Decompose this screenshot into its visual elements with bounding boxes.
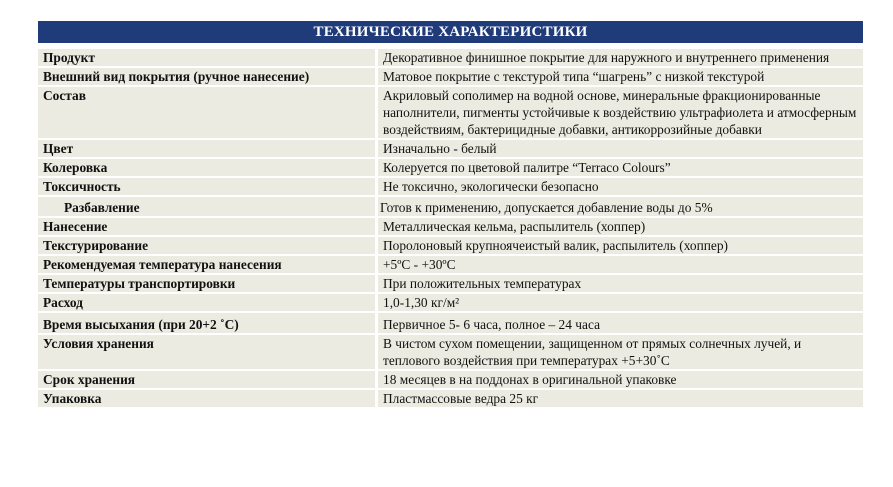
spec-row-app-temperature [38,256,863,273]
spec-value: Первичное 5- 6 часа, полное – 24 часа [378,313,863,333]
spec-label: Продукт [38,49,375,66]
spec-value: В чистом сухом помещении, защищенном от прямых солнечных лучей, и теплового воздействия при температурах +5+30˚C [378,335,863,369]
spec-label: Текстурирование [38,237,375,254]
spec-label: Состав [38,87,375,138]
spec-row-transport-temperature [38,275,863,292]
spec-label: Условия хранения [38,335,375,369]
spec-label: Разбавление [38,197,375,216]
spec-value: При положительных температурах [378,275,863,292]
spec-value: Металлическая кельма, распылитель (хоппер) [378,218,863,235]
spec-value: Декоративное финишное покрытие для наружного и внутреннего применения [378,49,863,66]
spec-row-composition [38,87,863,138]
spec-row-toxicity [38,178,863,195]
spec-label: Время высыхания (при 20+2 ˚C) [38,313,375,333]
spec-label: Нанесение [38,218,375,235]
spec-row-consumption [38,294,863,311]
spec-value: Колеруется по цветовой палитре “Terraco Colours” [378,159,863,176]
spec-value: Поролоновый крупноячеистый валик, распылитель (хоппер) [378,237,863,254]
spec-label: Температуры транспортировки [38,275,375,292]
spec-label: Упаковка [38,390,375,407]
spec-row-application [38,218,863,235]
spec-value: Акриловый сополимер на водной основе, минеральные фракционированные наполнители, пигменты устойчивые к воздействию ультрафиолета и атмосферным воздействиям, бактерицидные добавки, антикоррозийные добавки [378,87,863,138]
spec-row-drying-time [38,313,863,333]
spec-row-tinting [38,159,863,176]
spec-label: Расход [38,294,375,311]
spec-row-product [38,49,863,66]
spec-row-appearance [38,68,863,85]
spec-row-dilution [38,197,863,216]
spec-label: Колеровка [38,159,375,176]
spec-value: 18 месяцев в на поддонах в оригинальной упаковке [378,371,863,388]
spec-value: Не токсично, экологически безопасно [378,178,863,195]
spec-label: Срок хранения [38,371,375,388]
spec-row-storage-conditions [38,335,863,369]
spec-value: Матовое покрытие с текстурой типа “шагрень” с низкой текстурой [378,68,863,85]
spec-row-texturing [38,237,863,254]
spec-label: Цвет [38,140,375,157]
spec-label: Токсичность [38,178,375,195]
spec-row-color [38,140,863,157]
spec-label: Рекомендуемая температура нанесения [38,256,375,273]
spec-value: Пластмассовые ведра 25 кг [378,390,863,407]
spec-value: 1,0-1,30 кг/м² [378,294,863,311]
spec-table [38,47,863,409]
spec-row-shelf-life [38,371,863,388]
spec-sheet [38,21,863,409]
spec-value: +5ºC - +30ºC [378,256,863,273]
spec-value: Готов к применению, допускается добавление воды до 5% [378,197,863,216]
spec-value: Изначально - белый [378,140,863,157]
spec-row-packaging [38,390,863,407]
spec-title: ТЕХНИЧЕСКИЕ ХАРАКТЕРИСТИКИ [38,21,863,43]
spec-label: Внешний вид покрытия (ручное нанесение) [38,68,375,85]
